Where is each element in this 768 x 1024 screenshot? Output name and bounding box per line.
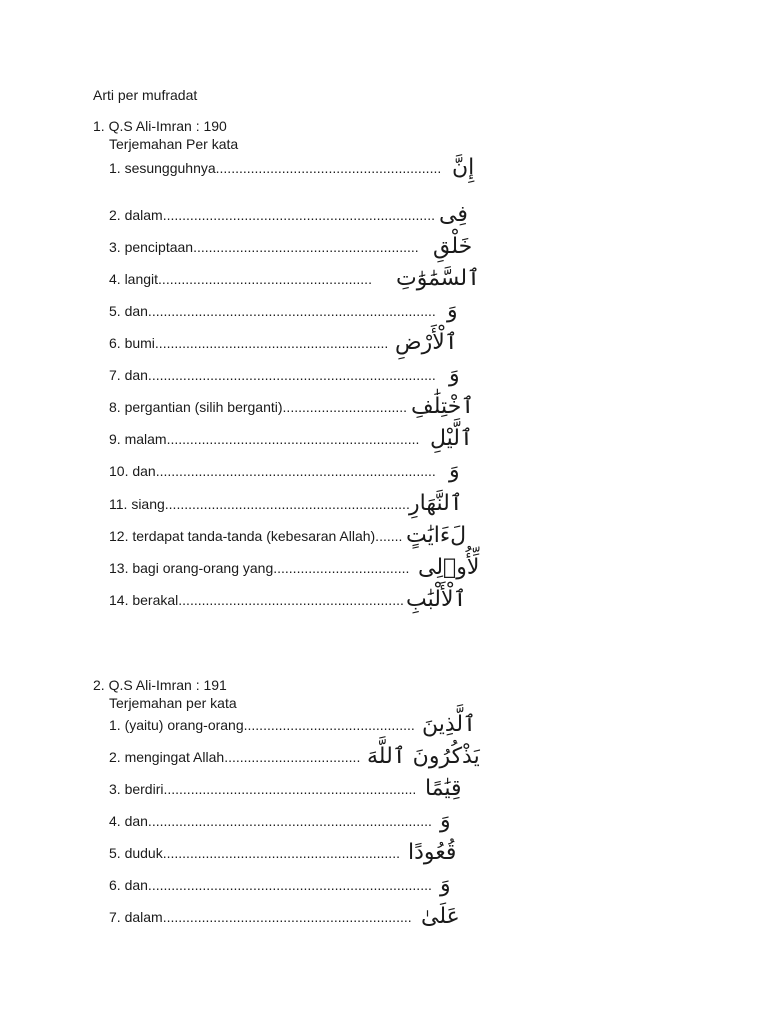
list-item: [109, 837, 479, 867]
item-label: 14. berakal..........................................................: [109, 592, 404, 608]
section-1-header: [93, 117, 238, 153]
list-item: [109, 391, 479, 421]
item-label: 12. terdapat tanda-tanda (kebesaran Allah).......: [109, 528, 403, 544]
item-arabic: وَ: [447, 298, 458, 323]
list-item: [109, 709, 479, 739]
item-arabic: ٱلْأَلْبَٰبِ: [406, 587, 467, 612]
list-item: [109, 152, 479, 182]
item-arabic: وَ: [440, 872, 451, 897]
item-label: 7. dalam................................................................: [109, 909, 412, 925]
section-2-header: [93, 676, 237, 712]
list-item: [109, 552, 479, 582]
item-label: 3. berdiri.................................................................: [109, 781, 417, 797]
item-label: 5. dan..........................................................................: [109, 303, 436, 319]
item-label: 1. (yaitu) orang-orang............................................: [109, 717, 415, 733]
item-label: 10. dan........................................................................: [109, 463, 436, 479]
item-arabic: ٱلنَّهَارِ: [409, 491, 463, 516]
item-label: 2. dalam......................................................................: [109, 207, 435, 223]
list-item: [109, 488, 479, 518]
list-item: [109, 773, 479, 803]
list-item: [109, 327, 479, 357]
list-item: [109, 423, 479, 453]
item-arabic: وَ: [440, 808, 451, 833]
item-label: 1. sesungguhnya..........................................................: [109, 160, 442, 176]
item-arabic: ٱلْأَرْضِ: [395, 330, 458, 355]
item-arabic: لِّأُو۟لِى: [418, 555, 480, 580]
list-item: [109, 805, 479, 835]
item-label: 4. langit.......................................................: [109, 271, 372, 287]
item-arabic: ٱلَّيْلِ: [430, 426, 473, 451]
list-item: [109, 199, 479, 229]
item-label: 5. duduk.............................................................: [109, 845, 400, 861]
list-item: [109, 455, 479, 485]
list-item: [109, 584, 479, 614]
item-arabic: خَلْقِ: [433, 234, 473, 259]
item-label: 13. bagi orang-orang yang...................................: [109, 560, 410, 576]
item-arabic: ٱلَّذِينَ: [422, 712, 477, 737]
section-1-subheading: Terjemahan Per kata: [109, 136, 239, 152]
item-arabic: فِى: [439, 202, 468, 227]
item-arabic: لَءَايَٰتٍ: [406, 523, 467, 548]
item-arabic: قُعُودًا: [408, 840, 457, 865]
document-title: Arti per mufradat: [93, 87, 198, 103]
list-item: [109, 741, 479, 771]
section-1-heading: 1. Q.S Ali-Imran : 190: [93, 118, 227, 134]
list-item: [109, 869, 479, 899]
item-label: 6. dan.........................................................................: [109, 877, 432, 893]
list-item: [109, 295, 479, 325]
list-item: [109, 263, 479, 293]
item-label: 7. dan..........................................................................: [109, 367, 436, 383]
item-arabic: وَ: [449, 458, 460, 483]
item-label: 3. penciptaan..........................................................: [109, 239, 419, 255]
list-item: [109, 520, 479, 550]
item-label: 6. bumi............................................................: [109, 335, 389, 351]
section-2-subheading: Terjemahan per kata: [109, 695, 237, 711]
item-label: 9. malam.................................................................: [109, 431, 420, 447]
list-item: [109, 231, 479, 261]
item-label: 2. mengingat Allah...................................: [109, 749, 361, 765]
item-label: 11. siang...............................................................: [109, 496, 410, 512]
item-arabic: ٱخْتِلَٰفِ: [411, 394, 475, 419]
item-arabic: وَ: [449, 362, 460, 387]
section-2-heading: 2. Q.S Ali-Imran : 191: [93, 677, 227, 693]
item-label: 4. dan.........................................................................: [109, 813, 432, 829]
item-arabic: عَلَىٰ: [421, 904, 460, 929]
item-arabic: ٱلسَّمَٰوَٰتِ: [396, 266, 481, 291]
item-arabic: يَذْكُرُونَ ٱللَّهَ: [367, 744, 480, 769]
list-item: [109, 901, 479, 931]
item-arabic: إِنَّ: [452, 155, 475, 180]
list-item: [109, 359, 479, 389]
item-label: 8. pergantian (silih berganti)................................: [109, 399, 408, 415]
item-arabic: قِيَٰمًا: [425, 776, 462, 801]
